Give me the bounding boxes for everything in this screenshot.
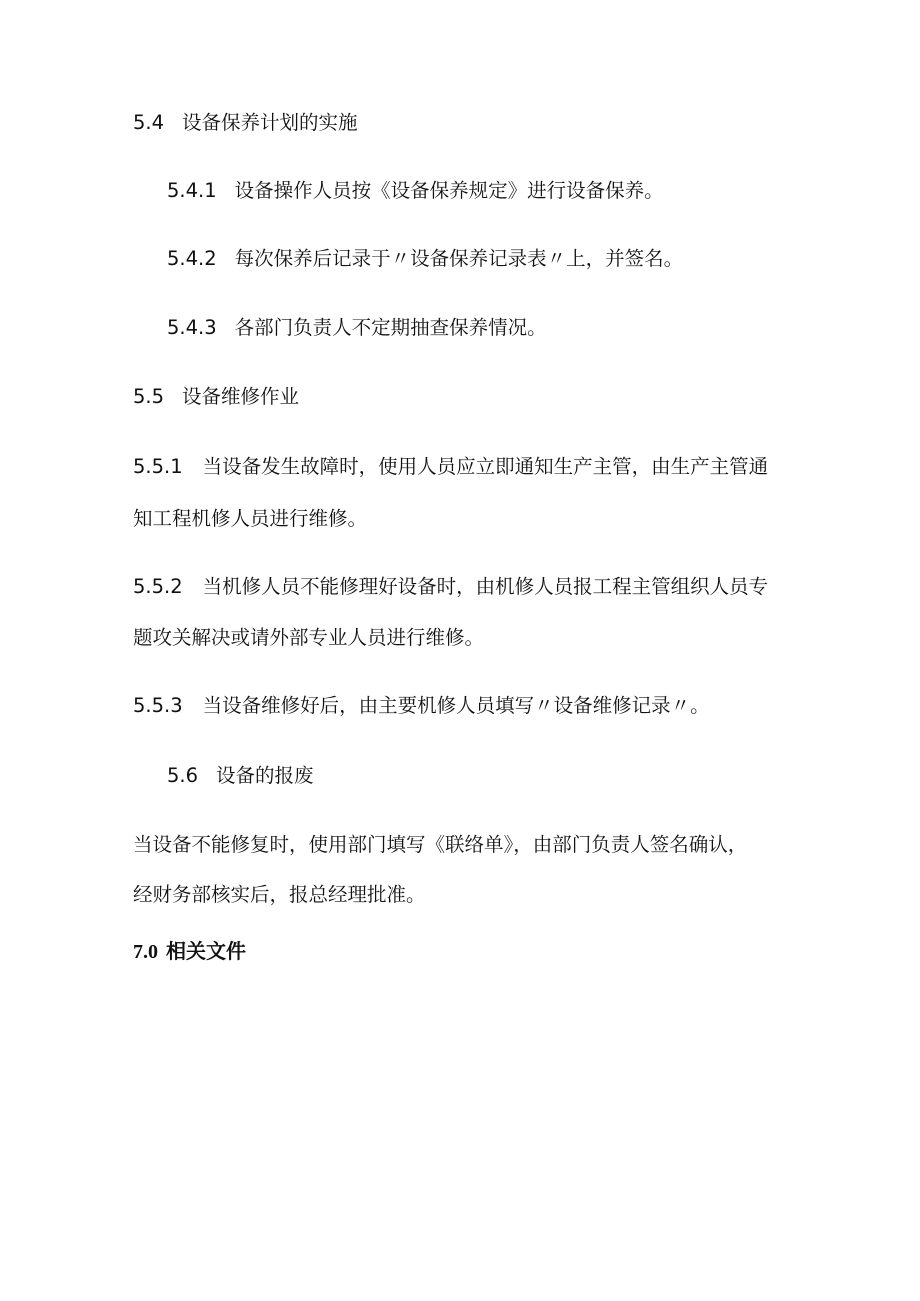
section-7-0-heading <box>133 937 246 966</box>
section-number: 5.5.2 <box>133 575 183 598</box>
section-title: 相关文件 <box>166 939 246 963</box>
section-5-5-3 <box>133 692 710 720</box>
section-title: 设备保养计划的实施 <box>182 111 358 134</box>
section-5-5-1-line-2 <box>133 505 367 533</box>
section-number: 7.0 <box>133 941 158 963</box>
section-number: 5.5.3 <box>133 694 183 717</box>
section-5-6-heading <box>167 762 314 790</box>
section-text: 知工程机修人员进行维修。 <box>133 507 368 530</box>
section-title: 设备的报废 <box>216 764 314 787</box>
section-text: 当设备不能修复时，使用部门填写《联络单》，由部门负责人签名确认， <box>133 833 748 856</box>
section-text: 各部门负责人不定期抽查保养情况。 <box>234 316 547 339</box>
section-text: 当设备发生故障时，使用人员应立即通知生产主管，由生产主管通 <box>202 455 769 478</box>
section-number: 5.4.3 <box>167 316 217 339</box>
section-5-4-2 <box>167 245 683 273</box>
section-5-5-2-line-1 <box>133 573 768 601</box>
section-text: 当机修人员不能修理好设备时，由机修人员报工程主管组织人员专 <box>202 575 769 598</box>
section-number: 5.4.2 <box>167 247 217 270</box>
section-number: 5.6 <box>167 764 199 787</box>
section-5-5-2-line-2 <box>133 624 484 652</box>
section-5-5-heading <box>133 383 299 411</box>
section-5-6-body-line-1 <box>133 831 747 859</box>
section-number: 5.4 <box>133 111 165 134</box>
section-text: 设备操作人员按《设备保养规定》进行设备保养。 <box>234 179 664 202</box>
section-text: 题攻关解决或请外部专业人员进行维修。 <box>133 626 485 649</box>
section-text: 当设备维修好后，由主要机修人员填写〃设备维修记录〃。 <box>202 694 710 717</box>
section-5-4-1 <box>167 177 664 205</box>
section-title: 设备维修作业 <box>182 385 300 408</box>
section-5-5-1-line-1 <box>133 453 768 481</box>
section-5-4-heading <box>133 109 358 137</box>
section-5-4-3 <box>167 314 547 342</box>
section-number: 5.5 <box>133 385 165 408</box>
section-text: 每次保养后记录于〃设备保养记录表〃上，并签名。 <box>234 247 684 270</box>
section-number: 5.5.1 <box>133 455 183 478</box>
section-number: 5.4.1 <box>167 179 217 202</box>
section-5-6-body-line-2 <box>133 881 426 909</box>
section-text: 经财务部核实后，报总经理批准。 <box>133 883 426 906</box>
